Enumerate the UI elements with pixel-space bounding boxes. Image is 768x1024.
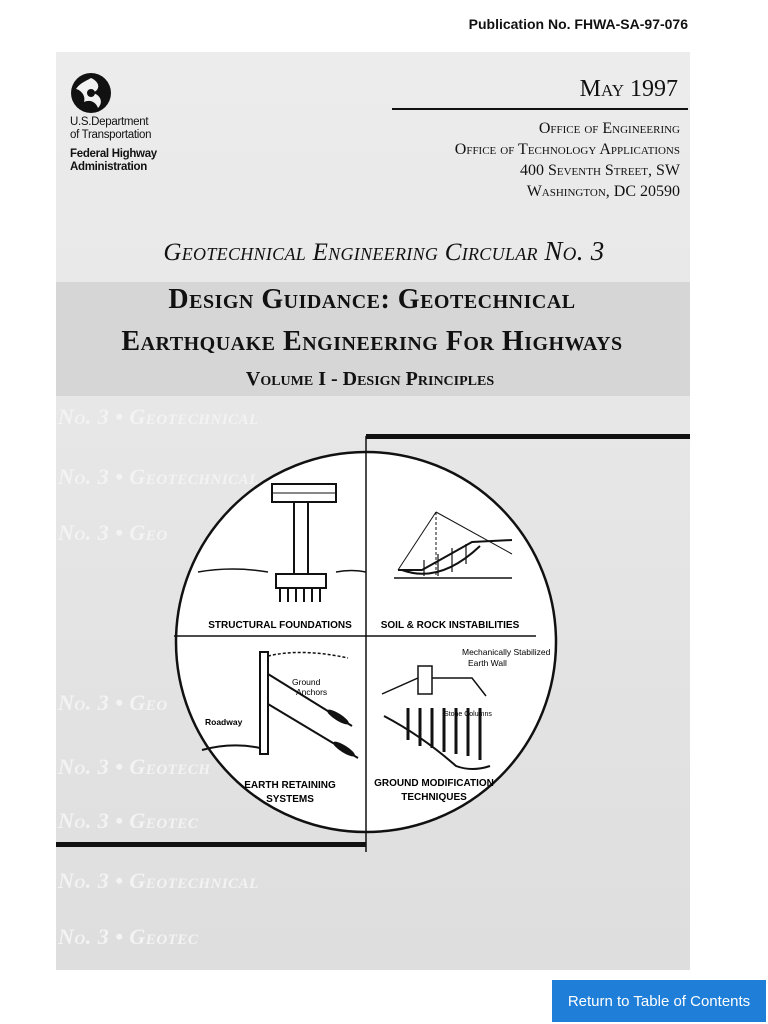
watermark-row: No. 3 • Geotechnical [58,404,259,429]
publication-date: May 1997 [579,76,678,102]
office-address [455,118,680,202]
return-to-toc-button[interactable]: Return to Table of Contents [552,980,766,1022]
office-line1: Office of Engineering [538,120,680,137]
watermark-row: No. 3 • Geo [58,520,168,545]
circular-heading [0,236,768,267]
agency-block [70,116,230,174]
label-roadway: Roadway [205,717,243,727]
label-mse-1: Mechanically Stabilized [462,647,551,657]
label-ground-anchors-2: Anchors [296,687,328,697]
agency-line4: Administration [70,161,147,173]
title-line1: Design Guidance: Geotechnical [168,284,576,315]
agency-line1: U.S.Department [70,116,149,128]
label-earth-retaining-2: SYSTEMS [266,794,314,805]
publication-number: Publication No. FHWA-SA-97-076 [468,16,688,32]
title-line2: Earthquake Engineering For Highways [121,326,623,357]
circular-number: No. 3 [544,236,605,266]
label-mse-2: Earth Wall [468,658,507,668]
watermark-row: No. 3 • Geotechnical [58,868,259,893]
label-stone-columns: Stone Columns [444,711,492,718]
circular-name: Geotechnical Engineering Circular [163,239,538,266]
label-ground-modification-1: GROUND MODIFICATION [374,778,494,789]
office-line4: Washington, DC 20590 [526,183,680,200]
watermark-row: No. 3 • Geo [58,690,168,715]
label-ground-modification-2: TECHNIQUES [401,792,467,803]
label-earth-retaining-1: EARTH RETAINING [244,780,336,791]
label-soil-rock-instabilities: SOIL & ROCK INSTABILITIES [380,620,520,631]
office-line2: Office of Technology Applications [454,141,680,158]
header-rule [392,108,688,110]
office-line3: 400 Seventh Street, SW [520,162,680,179]
watermark-row: No. 3 • Geotec [58,808,199,833]
watermark-row: No. 3 • Geotech [58,754,211,779]
dot-logo-icon [70,72,112,114]
label-structural-foundations: STRUCTURAL FOUNDATIONS [208,620,352,631]
label-ground-anchors-1: Ground [292,677,321,687]
watermark-row: No. 3 • Geotec [58,924,199,949]
agency-line3: Federal Highway [70,148,157,160]
watermark-row: No. 3 • Geotechnical [58,464,259,489]
engineering-diagram [172,436,551,852]
agency-line2: of Transportation [70,129,152,141]
volume-title: Volume I - Design Principles [245,368,495,390]
